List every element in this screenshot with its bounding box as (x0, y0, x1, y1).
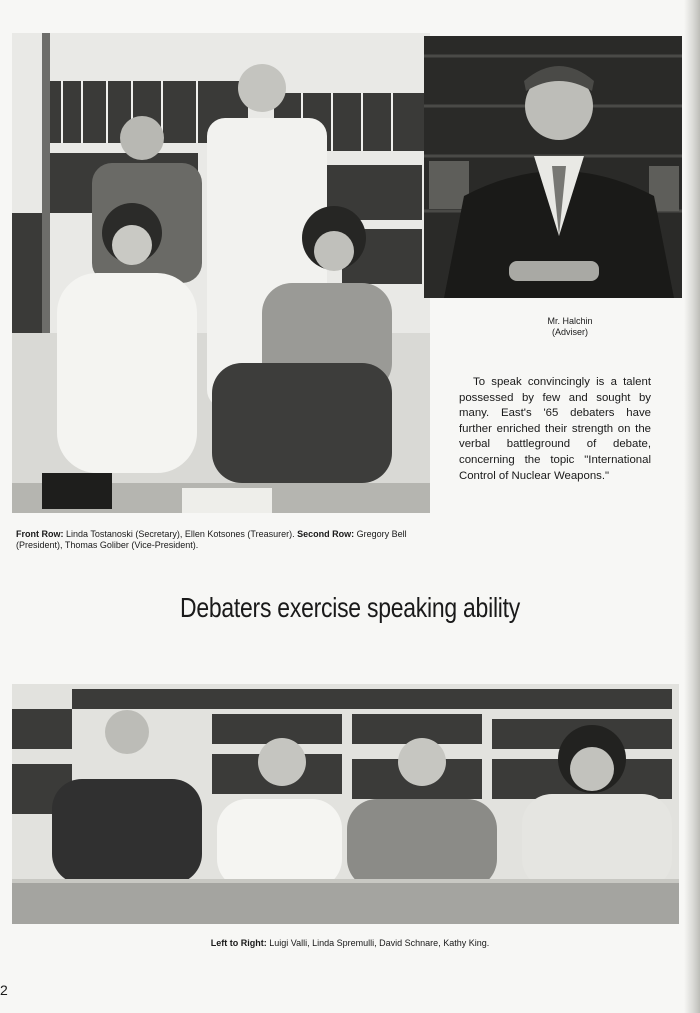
adviser-caption (500, 316, 640, 338)
page-number: 2 (0, 982, 8, 998)
front-row-label: Front Row: (16, 529, 64, 539)
members-photo-image (12, 684, 679, 924)
intro-paragraph: To speak convincingly is a talent possessed by few and sought by many. East's '65 debaters have further enriched their strength on the verbal battleground of debate, concerning the topic "International Control of Nuclear Weapons." (459, 376, 651, 482)
members-photo (12, 684, 679, 924)
second-row-label: Second Row: (297, 529, 355, 539)
officers-photo-image (12, 33, 430, 513)
front-row-names: Linda Tostanoski (Secretary), Ellen Kotsones (Treasurer). (63, 529, 298, 539)
officers-photo (12, 33, 430, 513)
adviser-photo-image (424, 36, 682, 298)
members-caption (0, 938, 700, 949)
adviser-name: Mr. Halchin (547, 316, 593, 326)
page-binding-edge (684, 0, 700, 1013)
members-caption-names: Luigi Valli, Linda Spremulli, David Schnare, Kathy King. (266, 938, 490, 948)
adviser-role: (Adviser) (551, 327, 588, 337)
officers-caption (16, 529, 436, 551)
adviser-photo (424, 36, 682, 298)
second-row-names: Gregory Bell (President), Thomas Goliber (Vice-President). (16, 529, 407, 550)
page-headline: Debaters exercise speaking ability (179, 592, 521, 623)
members-caption-label: Left to Right: (210, 938, 267, 948)
